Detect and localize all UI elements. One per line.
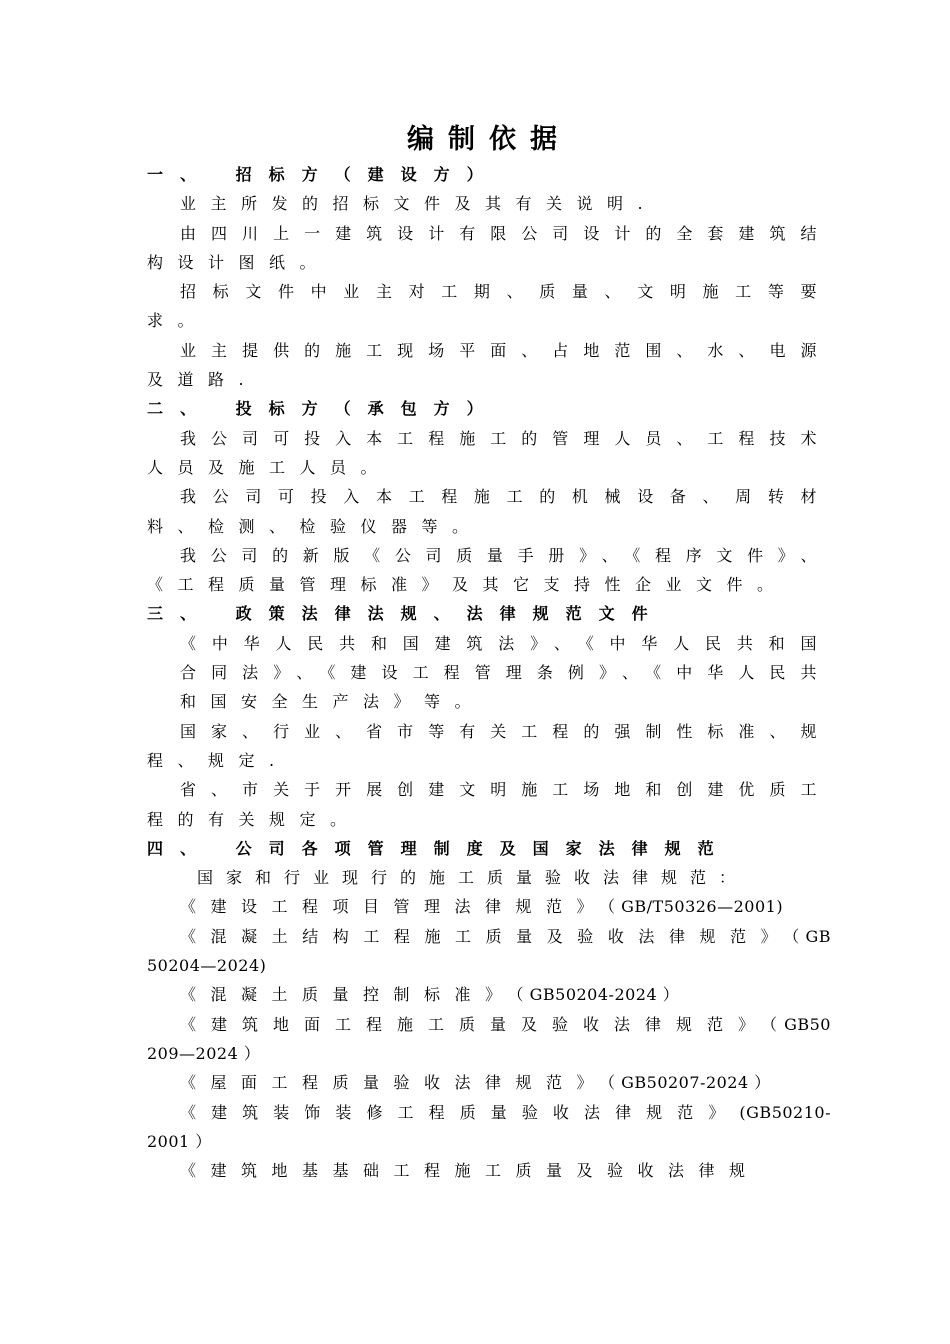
paragraph: 《中华人民共和国建筑法》、《中华人民共和国合同法》、《建设工程管理条例》、《中华人民共和国安全生产法》等。 (180, 633, 831, 712)
paragraph: 我公司的新版《公司质量手册》、《程序文件》、《工程质量管理标准》及其它支持性企业文件。 (147, 545, 831, 595)
standard-code: （ GB50209—2024 ） (147, 1014, 831, 1063)
standard-name: 《混凝土质量控制标准》 (180, 985, 516, 1005)
standard-code: （ GB50207-2024 ） (607, 1073, 771, 1093)
paragraph-intro: 国家和行业现行的施工质量验收法律规范： (197, 868, 749, 888)
standard-item (147, 1068, 831, 1097)
standard-name: 《建筑装饰装修工程质量验收法律规范》 (180, 1102, 740, 1122)
standard-item (147, 892, 831, 921)
paragraph: 国家、行业、省市等有关工程的强制性标准、规程、规定. (147, 721, 831, 770)
paragraph: 我公司可投入本工程施工的机械设备、周转材料、检测、检验仪器等。 (147, 487, 831, 536)
standard-code: (GB50210-2001 ） (147, 1102, 831, 1151)
paragraph: 由四川上一建筑设计有限公司设计的全套建筑结构设计图纸。 (147, 223, 831, 272)
standard-code: （ GB50204—2024) (147, 926, 831, 976)
standard-code: （ GB50204-2024 ） (515, 985, 680, 1005)
paragraph: 招标文件中业主对工期、质量、文明施工等要求。 (147, 282, 831, 331)
standard-item (147, 1098, 831, 1157)
page-title: 编制依据 (407, 124, 571, 155)
section-heading-3: 三、 政策法律法规、法律规范文件 (147, 604, 665, 624)
paragraph: 业主提供的施工现场平面、占地范围、水、电源及道路. (147, 340, 831, 390)
document-page (147, 120, 831, 1185)
standard-code: （ GB/T50326—2001) (607, 897, 784, 917)
section-heading-4: 四、 公司各项管理制度及国家法律规范 (147, 838, 731, 858)
standard-item (147, 980, 831, 1009)
standard-name: 《混凝土结构工程施工质量及验收法律规范》 (180, 926, 792, 946)
paragraph: 我公司可投入本工程施工的管理人员、工程技术人员及施工人员。 (147, 428, 831, 477)
section-heading-2: 二、 投标方（承包方） (147, 399, 500, 419)
section-heading-1: 一、 招标方（建设方） (147, 165, 500, 184)
standard-name: 《建筑地面工程施工质量及验收法律规范》 (180, 1014, 769, 1034)
standard-name: 《屋面工程质量验收法律规范》 (180, 1073, 608, 1093)
paragraph: 业主所发的招标文件及其有关说明. (180, 194, 658, 214)
standard-name: 《建筑地基基础工程施工质量及验收法律规 (180, 1161, 760, 1181)
standard-item (147, 1156, 831, 1185)
standard-item (147, 1010, 831, 1069)
paragraph: 省、市关于开展创建文明施工场地和创建优质工程的有关规定。 (147, 780, 831, 829)
standard-name: 《建设工程项目管理法律规范》 (180, 897, 608, 917)
standard-item (147, 922, 831, 981)
